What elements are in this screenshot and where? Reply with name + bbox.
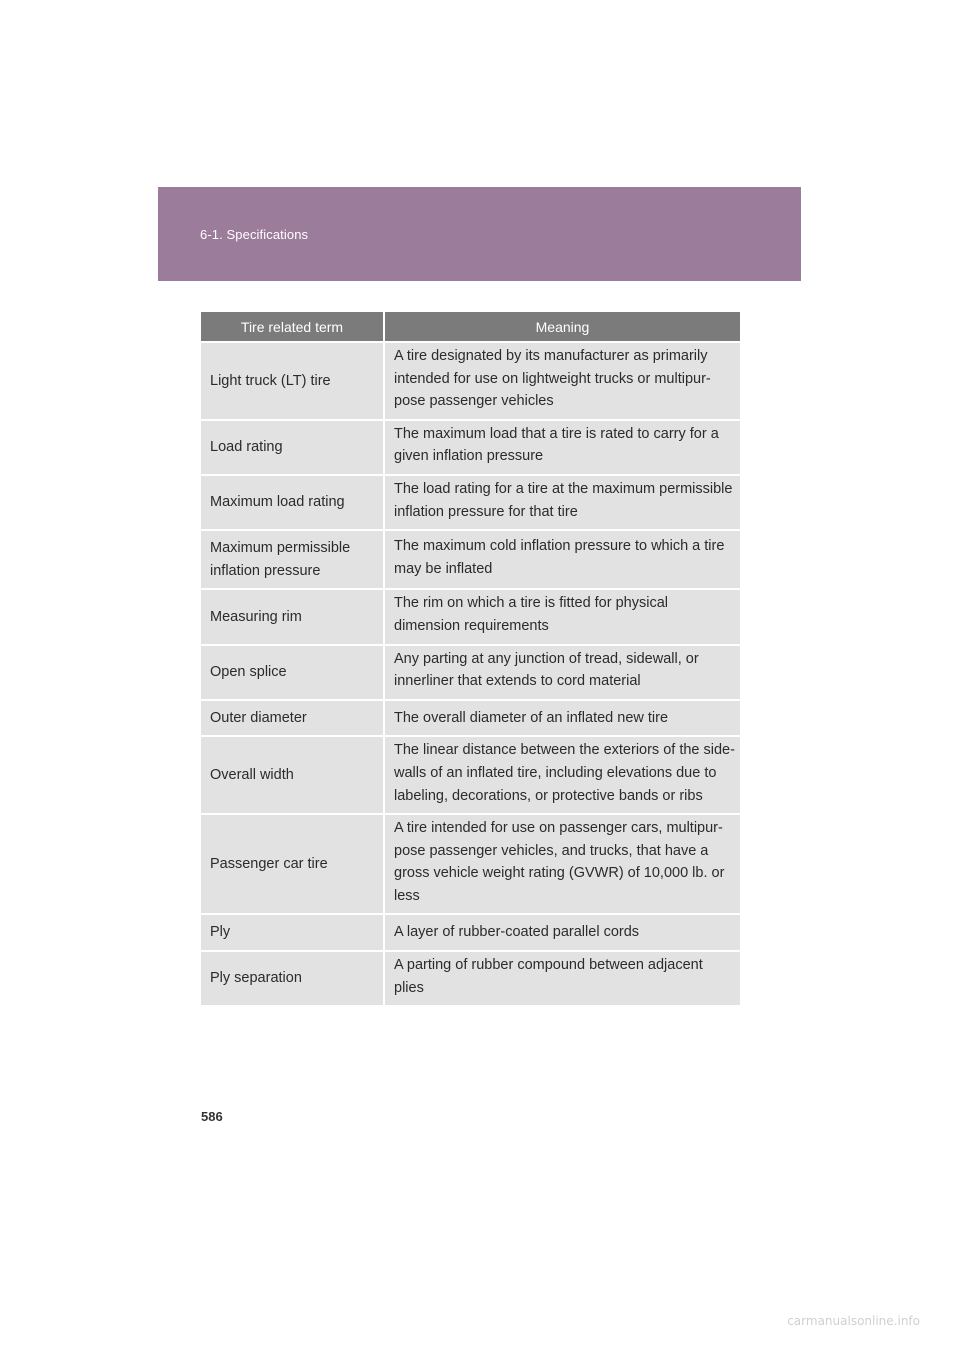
term-cell: Passenger car tire xyxy=(201,815,385,915)
meaning-cell: The linear distance between the exteriors of the side-walls of an inflated tire, including elevations due to labeling, decorations, or protective bands or ribs xyxy=(385,737,740,815)
term-cell: Open splice xyxy=(201,646,385,701)
term-cell: Load rating xyxy=(201,421,385,476)
table-row xyxy=(201,737,740,815)
table-row xyxy=(201,915,740,952)
table-row xyxy=(201,815,740,915)
meaning-cell: A layer of rubber-coated parallel cords xyxy=(385,915,740,952)
term-cell: Outer diameter xyxy=(201,701,385,738)
table-row xyxy=(201,476,740,531)
watermark-text: carmanualsonline.info xyxy=(787,1314,920,1328)
meaning-cell: The maximum cold inflation pressure to which a tire may be inflated xyxy=(385,531,740,590)
term-cell: Ply xyxy=(201,915,385,952)
table-row xyxy=(201,531,740,590)
table-row xyxy=(201,701,740,738)
column-header-term: Tire related term xyxy=(201,312,385,343)
section-title: 6-1. Specifications xyxy=(200,227,309,242)
table-row xyxy=(201,590,740,645)
meaning-cell: A parting of rubber compound between adjacent plies xyxy=(385,952,740,1007)
meaning-cell: A tire designated by its manufacturer as primarily intended for use on lightweight trucks or multipur-pose passenger vehicles xyxy=(385,343,740,421)
page-number: 586 xyxy=(201,1109,223,1124)
meaning-cell: A tire intended for use on passenger cars, multipur-pose passenger vehicles, and trucks, that have a gross vehicle weight rating (GVWR) of 10,000 lb. or less xyxy=(385,815,740,915)
section-header-band xyxy=(158,187,801,281)
term-cell: Ply separation xyxy=(201,952,385,1007)
table-header-row xyxy=(201,312,740,343)
table-row xyxy=(201,421,740,476)
meaning-cell: The rim on which a tire is fitted for physical dimension requirements xyxy=(385,590,740,645)
term-cell: Overall width xyxy=(201,737,385,815)
tire-terms-table xyxy=(201,312,740,1007)
column-header-meaning: Meaning xyxy=(385,312,740,343)
meaning-cell: The overall diameter of an inflated new tire xyxy=(385,701,740,738)
term-cell: Maximum load rating xyxy=(201,476,385,531)
meaning-cell: The load rating for a tire at the maximum permissible inflation pressure for that tire xyxy=(385,476,740,531)
table-row xyxy=(201,646,740,701)
term-cell: Measuring rim xyxy=(201,590,385,645)
table-row xyxy=(201,343,740,421)
table-row xyxy=(201,952,740,1007)
meaning-cell: The maximum load that a tire is rated to carry for a given inflation pressure xyxy=(385,421,740,476)
meaning-cell: Any parting at any junction of tread, sidewall, or innerliner that extends to cord material xyxy=(385,646,740,701)
term-cell: Light truck (LT) tire xyxy=(201,343,385,421)
term-cell: Maximum permissible inflation pressure xyxy=(201,531,385,590)
